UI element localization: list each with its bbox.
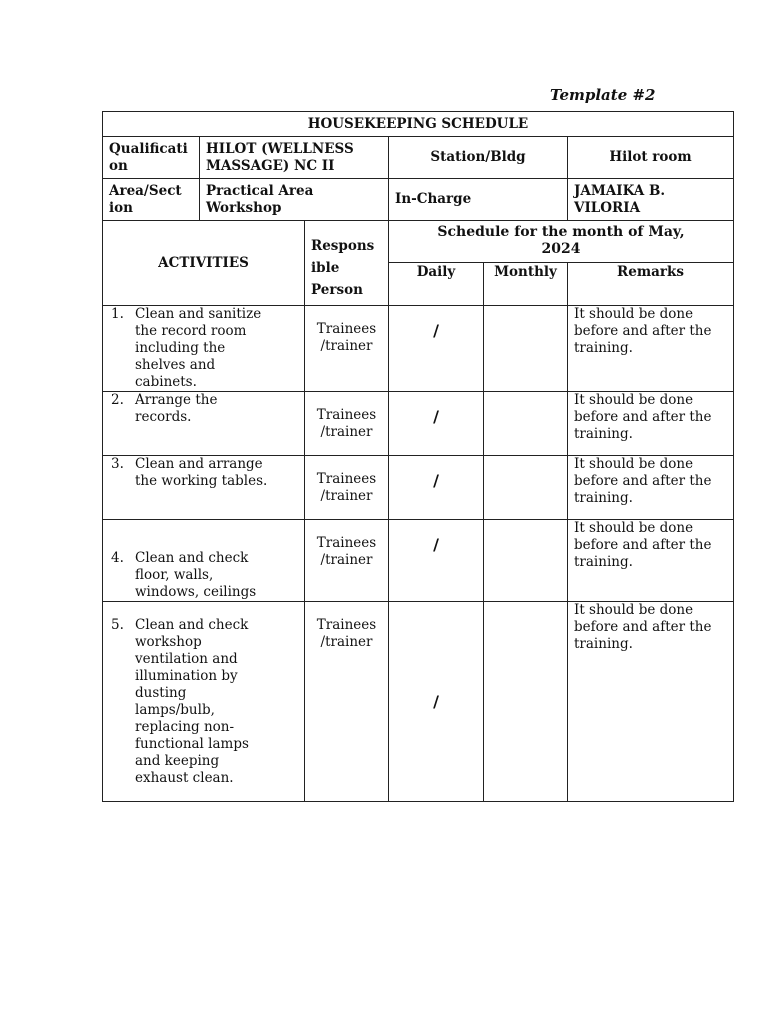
table-row xyxy=(103,392,734,456)
activities-header: ACTIVITIES xyxy=(103,221,305,306)
daily-mark: / xyxy=(389,602,484,802)
remarks-cell: It should be done before and after the training. xyxy=(568,392,734,456)
station-value: Hilot room xyxy=(568,137,734,179)
table-row xyxy=(103,602,734,802)
monthly-cell xyxy=(484,456,568,520)
monthly-cell xyxy=(484,306,568,392)
responsible-person-header: Respons ible Person xyxy=(305,221,389,306)
remarks-cell: It should be done before and after the training. xyxy=(568,602,734,802)
template-label: Template #2 xyxy=(550,86,656,104)
activity-cell: 5. Clean and check workshop ventilation and illumination by dusting lamps/bulb, replacing non- functional lamps and keeping exhaust clean. xyxy=(103,602,305,802)
daily-mark: / xyxy=(389,520,484,602)
area-label: Area/Sect ion xyxy=(103,179,200,221)
daily-mark: / xyxy=(389,392,484,456)
station-label: Station/Bldg xyxy=(389,137,568,179)
responsible-cell: Trainees /trainer xyxy=(305,392,389,456)
activity-cell: 1. Clean and sanitize the record room including the shelves and cabinets. xyxy=(103,306,305,392)
remarks-cell: It should be done before and after the training. xyxy=(568,520,734,602)
responsible-cell: Trainees /trainer xyxy=(305,520,389,602)
remarks-cell: It should be done before and after the training. xyxy=(568,306,734,392)
responsible-cell: Trainees /trainer xyxy=(305,306,389,392)
table-row xyxy=(103,520,734,602)
incharge-label: In-Charge xyxy=(389,179,568,221)
monthly-cell xyxy=(484,392,568,456)
responsible-cell: Trainees /trainer xyxy=(305,456,389,520)
activity-cell: 4. Clean and check floor, walls, windows, ceilings xyxy=(103,520,305,602)
housekeeping-schedule-table xyxy=(102,111,734,802)
daily-mark: / xyxy=(389,306,484,392)
daily-header: Daily xyxy=(389,262,484,305)
area-value: Practical Area Workshop xyxy=(200,179,389,221)
monthly-header: Monthly xyxy=(484,262,568,305)
incharge-value: JAMAIKA B. VILORIA xyxy=(568,179,734,221)
activity-cell: 2. Arrange the records. xyxy=(103,392,305,456)
daily-mark: / xyxy=(389,456,484,520)
remarks-cell: It should be done before and after the training. xyxy=(568,456,734,520)
remarks-header: Remarks xyxy=(568,262,734,305)
monthly-cell xyxy=(484,602,568,802)
table-row xyxy=(103,456,734,520)
schedule-month-header: Schedule for the month of May, 2024 xyxy=(389,221,734,263)
qualification-value: HILOT (WELLNESS MASSAGE) NC II xyxy=(200,137,389,179)
activity-cell: 3. Clean and arrange the working tables. xyxy=(103,456,305,520)
table-title: HOUSEKEEPING SCHEDULE xyxy=(103,112,734,137)
monthly-cell xyxy=(484,520,568,602)
responsible-cell: Trainees /trainer xyxy=(305,602,389,802)
table-row xyxy=(103,306,734,392)
qualification-label: Qualificati on xyxy=(103,137,200,179)
